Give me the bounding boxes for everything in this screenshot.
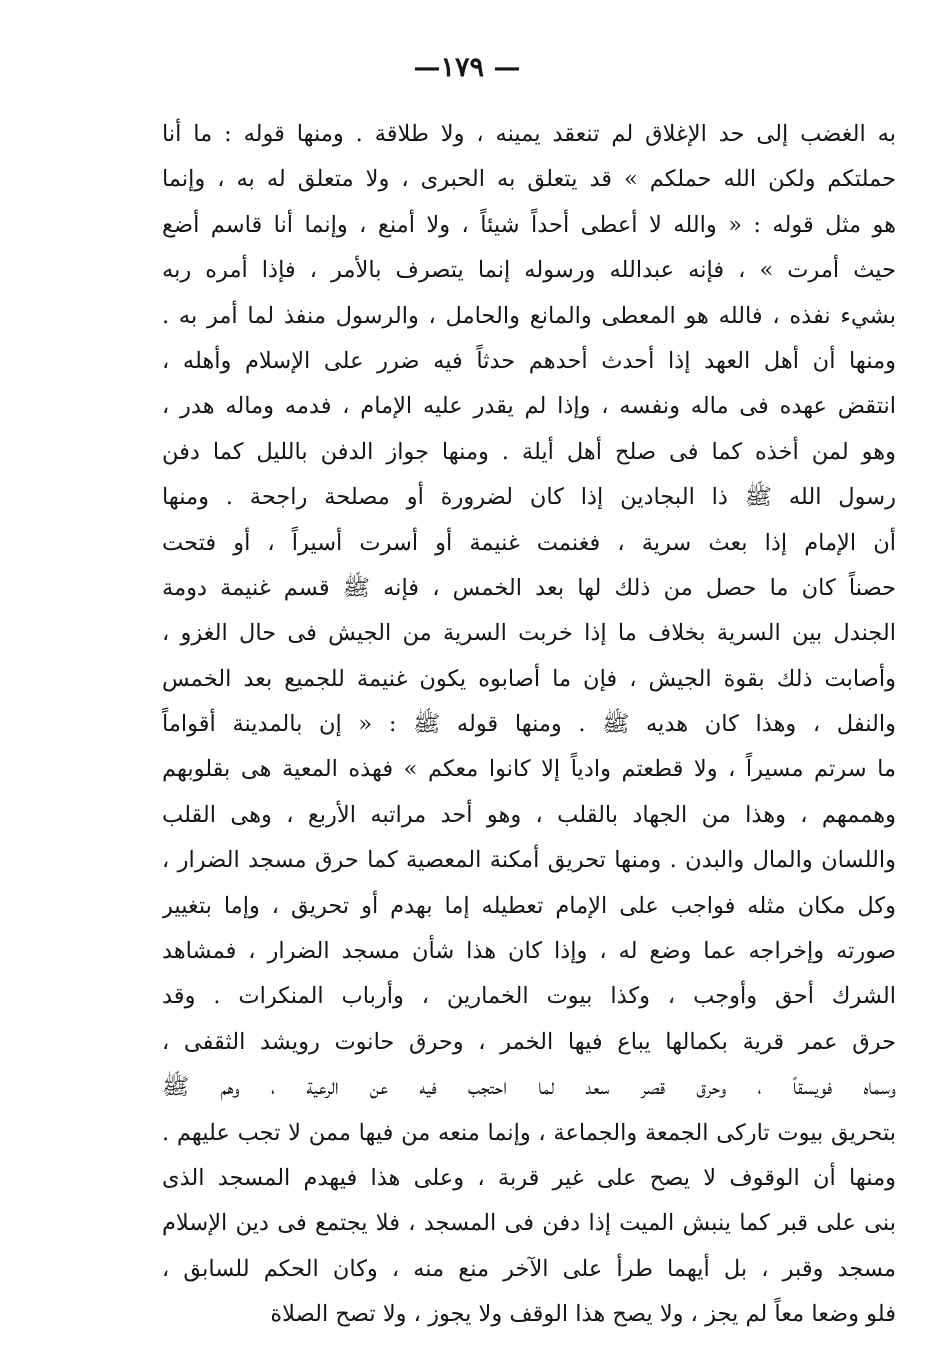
text-line: واللسان والمال والبدن . ومنها تحريق أمكنة المعصية كما حرق مسجد الضرار ، [162, 847, 896, 874]
text-line: به الغضب إلى حد الإغلاق لم تنعقد يمينه ، ولا طلاقة . ومنها قوله : ما أنا [162, 121, 896, 147]
text-line: وكل مكان مثله فواجب على الإمام تعطيله إما بهدم أو تحريق ، وإما بتغيير [162, 892, 896, 919]
text-line: هو مثل قوله : « والله لا أعطى أحداً شيئاً ، ولا أمنع ، وإنما أنا قاسم أضع [162, 211, 896, 238]
text-line: حملتكم ولكن الله حملكم » قد يتعلق به الحبرى ، ولا متعلق له به ، وإنما [162, 166, 896, 193]
text-line: حيث أمرت » ، فإنه عبدالله ورسوله إنما يتصرف بالأمر ، فإذا أمره ربه [162, 257, 896, 284]
text-line: فلو وضعا معاً لم يجز ، ولا يصح هذا الوقف ولا يجوز ، ولا تصح الصلاة [270, 1301, 896, 1328]
text-line: ما سرتم مسيراً ، ولا قطعتم وادياً إلا كانوا معكم » فهذه المعية هى بقلوبهم [162, 756, 896, 783]
text-line: رسول الله ﷺ ذا البجادين إذا كان لضرورة أو مصلحة راجحة . ومنها [162, 484, 896, 511]
text-line: وهو لمن أخذه كما فى صلح أهل أيلة . ومنها جواز الدفن بالليل كما دفن [162, 438, 896, 465]
text-line: والنفل ، وهذا كان هديه ﷺ . ومنها قوله ﷺ : « إن بالمدينة أقواماً [162, 711, 896, 738]
text-line: انتقض عهده فى ماله ونفسه ، وإذا لم يقدر عليه الإمام ، فدمه وماله هدر ، [162, 393, 896, 420]
text-line: مسجد وقبر ، بل أيهما طرأ على الآخر منع منه ، وكان الحكم للسابق ، [162, 1255, 896, 1282]
text-line: الشرك أحق وأوجب ، وكذا بيوت الخمارين ، وأرباب المنكرات . وقد [162, 983, 896, 1010]
text-line: وسماه فويسقاً ، وحرق قصر سعد لما احتجب فيه عن الرعية ، وهم ﷺ [162, 1074, 896, 1101]
text-line: ومنها أن الوقوف لا يصح على غير قربة ، وعلى هذا فيهدم المسجد الذى [162, 1164, 896, 1191]
text-line: بنى على قبر كما ينبش الميت إذا دفن فى المسجد ، فلا يجتمع فى دين الإسلام [162, 1210, 896, 1237]
text-line: وأصابت ذلك بقوة الجيش ، فإن ما أصابوه يكون غنيمة للجميع بعد الخمس [162, 665, 896, 692]
text-line: أن الإمام إذا بعث سرية ، فغنمت غنيمة أو أسرت أسيراً ، أو فتحت [162, 529, 896, 556]
page-number: —١٧٩ — [413, 52, 521, 83]
text-line: بتحريق بيوت تاركى الجمعة والجماعة ، وإنما منعه من فيها ممن لا تجب عليهم . [162, 1119, 896, 1146]
text-line: بشيء نفذه ، فالله هو المعطى والمانع والحامل ، والرسول منفذ لما أمر به . [162, 302, 896, 329]
page-text-body [162, 112, 896, 1338]
text-line: الجندل بين السرية بخلاف ما إذا خربت السرية من الجيش فى حال الغزو ، [162, 620, 896, 647]
text-line: وهممهم ، وهذا من الجهاد بالقلب ، وهو أحد مراتبه الأربع ، وهى القلب [162, 801, 896, 828]
text-line: حرق عمر قرية بكمالها يباع فيها الخمر ، وحرق حانوت رويشد الثقفى ، [162, 1028, 896, 1055]
text-line: حصناً كان ما حصل من ذلك لها بعد الخمس ، فإنه ﷺ قسم غنيمة دومة [162, 574, 896, 601]
text-line: صورته وإخراجه عما وضع له ، وإذا كان هذا شأن مسجد الضرار ، فمشاهد [162, 938, 896, 965]
text-line: ومنها أن أهل العهد إذا أحدث أحدهم حدثاً فيه ضرر على الإسلام وأهله ، [162, 347, 896, 374]
